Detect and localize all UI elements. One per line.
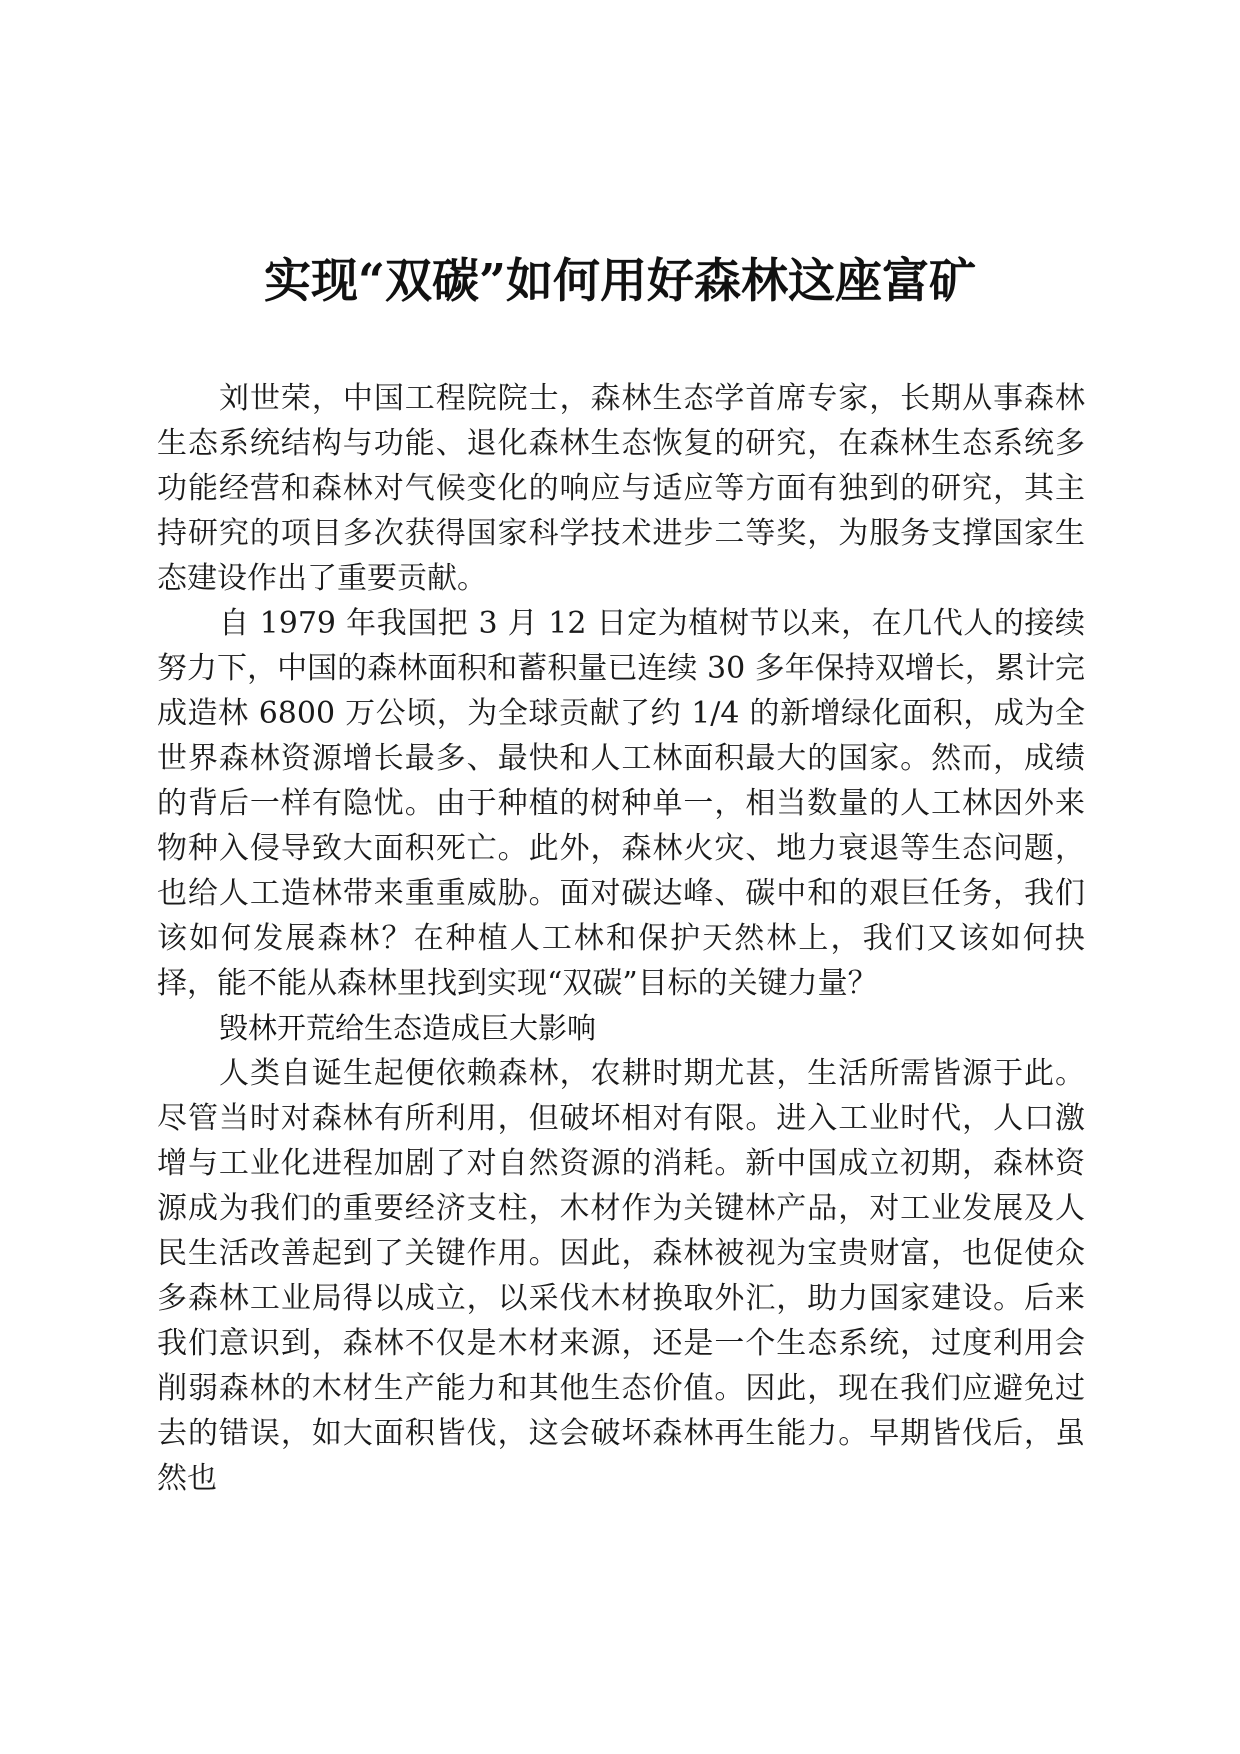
section-paragraph: 人类自诞生起便依赖森林，农耕时期尤甚，生活所需皆源于此。尽管当时对森林有所利用，但破坏相对有限。进入工业时代，人口激增与工业化进程加剧了对自然资源的消耗。新中国成立初期，森林资源成为我们的重要经济支柱，木材作为关键林产品，对工业发展及人民生活改善起到了关键作用。因此，森林被视为宝贵财富，也促使众多森林工业局得以成立，以采伐木材换取外汇，助力国家建设。后来我们意识到，森林不仅是木材来源，还是一个生态系统，过度利用会削弱森林的木材生产能力和其他生态价值。因此，现在我们应避免过去的错误，如大面积皆伐，这会破坏森林再生能力。早期皆伐后，虽然也 xyxy=(157,1056,1085,1496)
article-title: 实现“双碳”如何用好森林这座富矿 xyxy=(263,254,977,309)
intro-paragraph-author: 刘世荣，中国工程院院士，森林生态学首席专家，长期从事森林生态系统结构与功能、退化森林生态恢复的研究，在森林生态系统多功能经营和森林对气候变化的响应与适应等方面有独到的研究，其主持研究的项目多次获得国家科学技术进步二等奖，为服务支撑国家生态建设作出了重要贡献。 xyxy=(157,381,1085,596)
article-body xyxy=(157,376,1085,1501)
intro-paragraph-context: 自 1979 年我国把 3 月 12 日定为植树节以来，在几代人的接续努力下，中国的森林面积和蓄积量已连续 30 多年保持双增长，累计完成造林 6800 万公顷，为全球贡献了约 1/4 的新增绿化面积，成为全世界森林资源增长最多、最快和人工林面积最大的国家。然而，成绩的背后一样有隐忧。由于种植的树种单一，相当数量的人工林因外来物种入侵导致大面积死亡。此外，森林火灾、地力衰退等生态问题，也给人工造林带来重重威胁。面对碳达峰、碳中和的艰巨任务，我们该如何发展森林？在种植人工林和保护天然林上，我们又该如何抉择，能不能从森林里找到实现“双碳”目标的关键力量？ xyxy=(157,606,1085,1001)
section-heading: 毁林开荒给生态造成巨大影响 xyxy=(219,1011,597,1045)
